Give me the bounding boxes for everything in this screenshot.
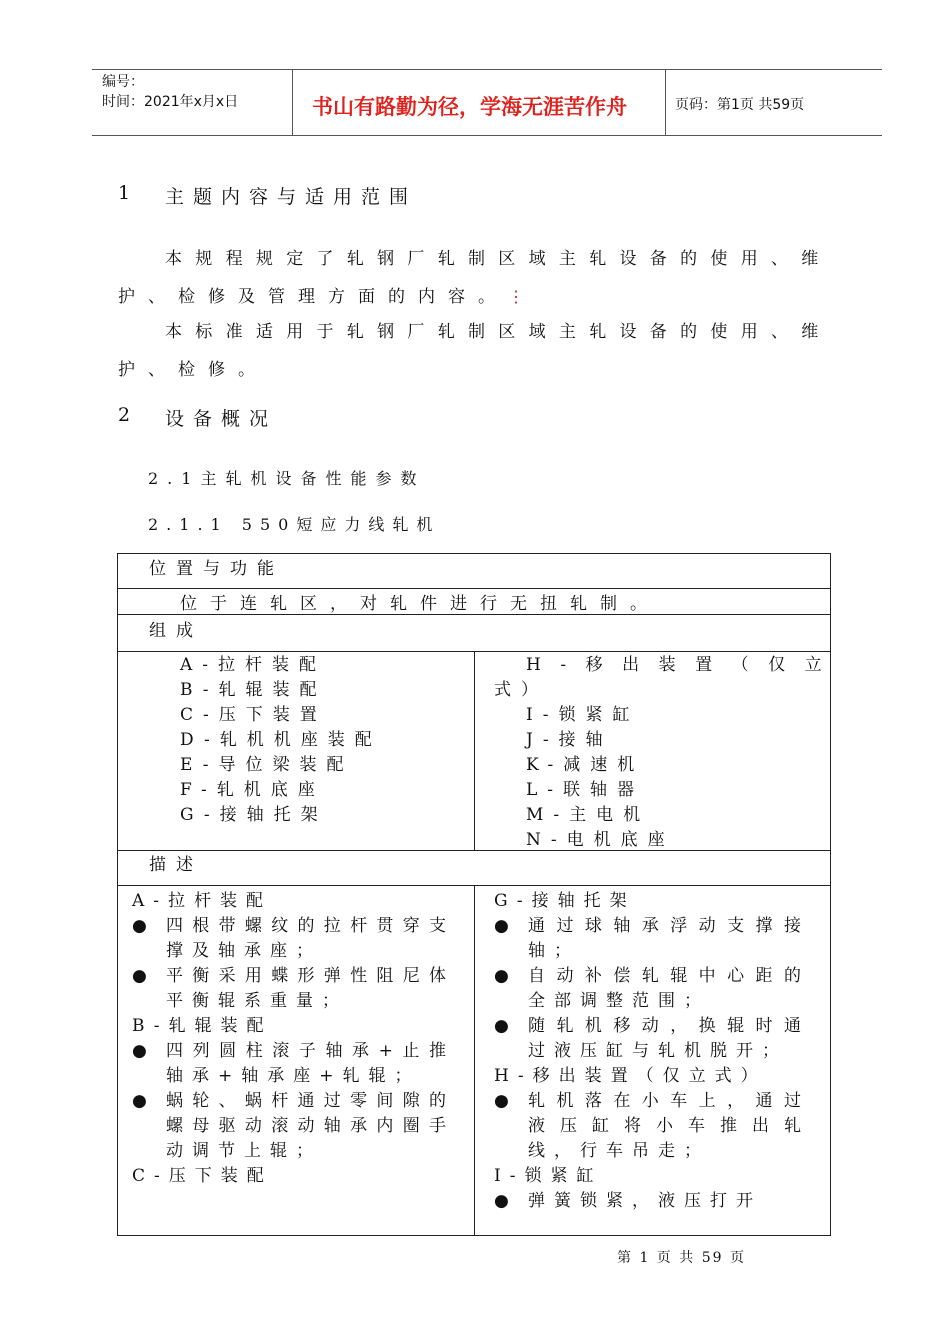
- list-item: ● 四根带螺纹的拉杆贯穿支撑及轴承座；: [132, 914, 455, 964]
- list-item: J-接轴: [526, 730, 613, 750]
- section-2-number: 2: [118, 404, 140, 426]
- list-item: A-拉杆装配: [180, 655, 327, 675]
- list-item: G-接轴托架: [180, 805, 328, 825]
- list-item: C-压下装配: [132, 1166, 273, 1186]
- header-motto: 书山有路勤为径，学海无涯苦作舟: [312, 95, 627, 119]
- table-border-left: [117, 553, 118, 1236]
- list-item: ● 四列圆柱滚子轴承+止推轴承+轴承座+轧辊；: [132, 1039, 455, 1089]
- list-item: E-导位梁装配: [180, 755, 354, 775]
- subsection-2-1-title: 2.1主轧机设备性能参数: [148, 469, 426, 488]
- position-function-text: 位于连轧区，对轧件进行无扭轧制。: [180, 594, 660, 614]
- list-item: H-移出装置（仅立式）: [494, 1066, 767, 1086]
- time-label: 时间：2021年x月x日: [102, 94, 239, 110]
- list-item: L-联轴器: [526, 780, 645, 800]
- position-function-header: 位置与功能: [149, 559, 284, 579]
- table-column-divider-description: [474, 885, 475, 1235]
- composition-header: 组成: [149, 621, 203, 641]
- page-footer: 第 1 页 共 59 页: [617, 1250, 746, 1266]
- table-rule-4: [117, 850, 831, 851]
- list-item: ● 通过球轴承浮动支撑接轴；: [494, 914, 810, 964]
- components-right-list: [526, 703, 675, 853]
- serial-label: 编号：: [102, 74, 144, 90]
- table-border-top: [117, 553, 831, 554]
- list-item: C-压下装置: [180, 705, 327, 725]
- table-column-divider-components: [474, 651, 475, 850]
- list-item: D-轧机机座装配: [180, 730, 382, 750]
- subsection-2-1-1-title: 2.1.1 550短应力线轧机: [148, 515, 441, 534]
- section-1-para-1-line-2: [118, 282, 537, 307]
- component-h-line-1: H-移出装置（仅立: [526, 655, 842, 675]
- list-item: I-锁紧缸: [526, 705, 640, 725]
- description-header: 描述: [149, 855, 203, 875]
- description-right-list: [494, 889, 810, 1214]
- list-item: B-轧辊装配: [132, 1016, 273, 1036]
- list-item: F-轧机底座: [180, 780, 325, 800]
- list-item: A-拉杆装配: [132, 891, 273, 911]
- section-1-para-2-line-1: 本标准适用于轧钢厂轧制区域主轧设备的使用、维: [165, 322, 832, 342]
- page-number-label: 页码：第1页 共59页: [675, 97, 805, 113]
- list-item: ● 自动补偿轧辊中心距的全部调整范围；: [494, 964, 810, 1014]
- description-left-list: [132, 889, 455, 1189]
- header-top-rule: [92, 69, 882, 70]
- component-h-line-2: 式）: [494, 680, 548, 700]
- header-bottom-rule: [92, 135, 882, 136]
- edit-marker-icon: ⋮: [508, 287, 537, 306]
- section-1-title: 主题内容与适用范围: [165, 186, 418, 208]
- header-divider-right: [665, 69, 666, 135]
- section-2-title: 设备概况: [165, 408, 278, 430]
- list-item: ● 平衡采用蝶形弹性阻尼体平衡辊系重量；: [132, 964, 455, 1014]
- section-1-para-2-line-2: 护、检修。: [118, 360, 268, 380]
- list-item: ● 随轧机移动，换辊时通过液压缸与轧机脱开；: [494, 1014, 810, 1064]
- list-item: N-电机底座: [526, 830, 675, 850]
- section-1-para-1-line-1: 本规程规定了轧钢厂轧制区域主轧设备的使用、维: [165, 249, 832, 269]
- table-border-bottom: [117, 1235, 831, 1236]
- header-divider-left: [292, 69, 293, 135]
- list-item: K-减速机: [526, 755, 645, 775]
- section-1-para-1-line-2-text: 护、检修及管理方面的内容。: [118, 287, 508, 307]
- list-item: B-轧辊装配: [180, 680, 327, 700]
- list-item: G-接轴托架: [494, 891, 636, 911]
- list-item: I-锁紧缸: [494, 1166, 603, 1186]
- components-left-list: [180, 653, 382, 828]
- section-1-number: 1: [118, 182, 140, 204]
- list-item: M-主电机: [526, 805, 651, 825]
- table-rule-1: [117, 588, 831, 589]
- list-item: ● 轧机落在小车上，通过液压缸将小车推出轧线，行车吊走；: [494, 1089, 810, 1164]
- list-item: ● 弹簧锁紧，液压打开: [494, 1189, 810, 1214]
- list-item: ● 蜗轮、蜗杆通过零间隙的螺母驱动滚动轴承内圈手动调节上辊；: [132, 1089, 455, 1164]
